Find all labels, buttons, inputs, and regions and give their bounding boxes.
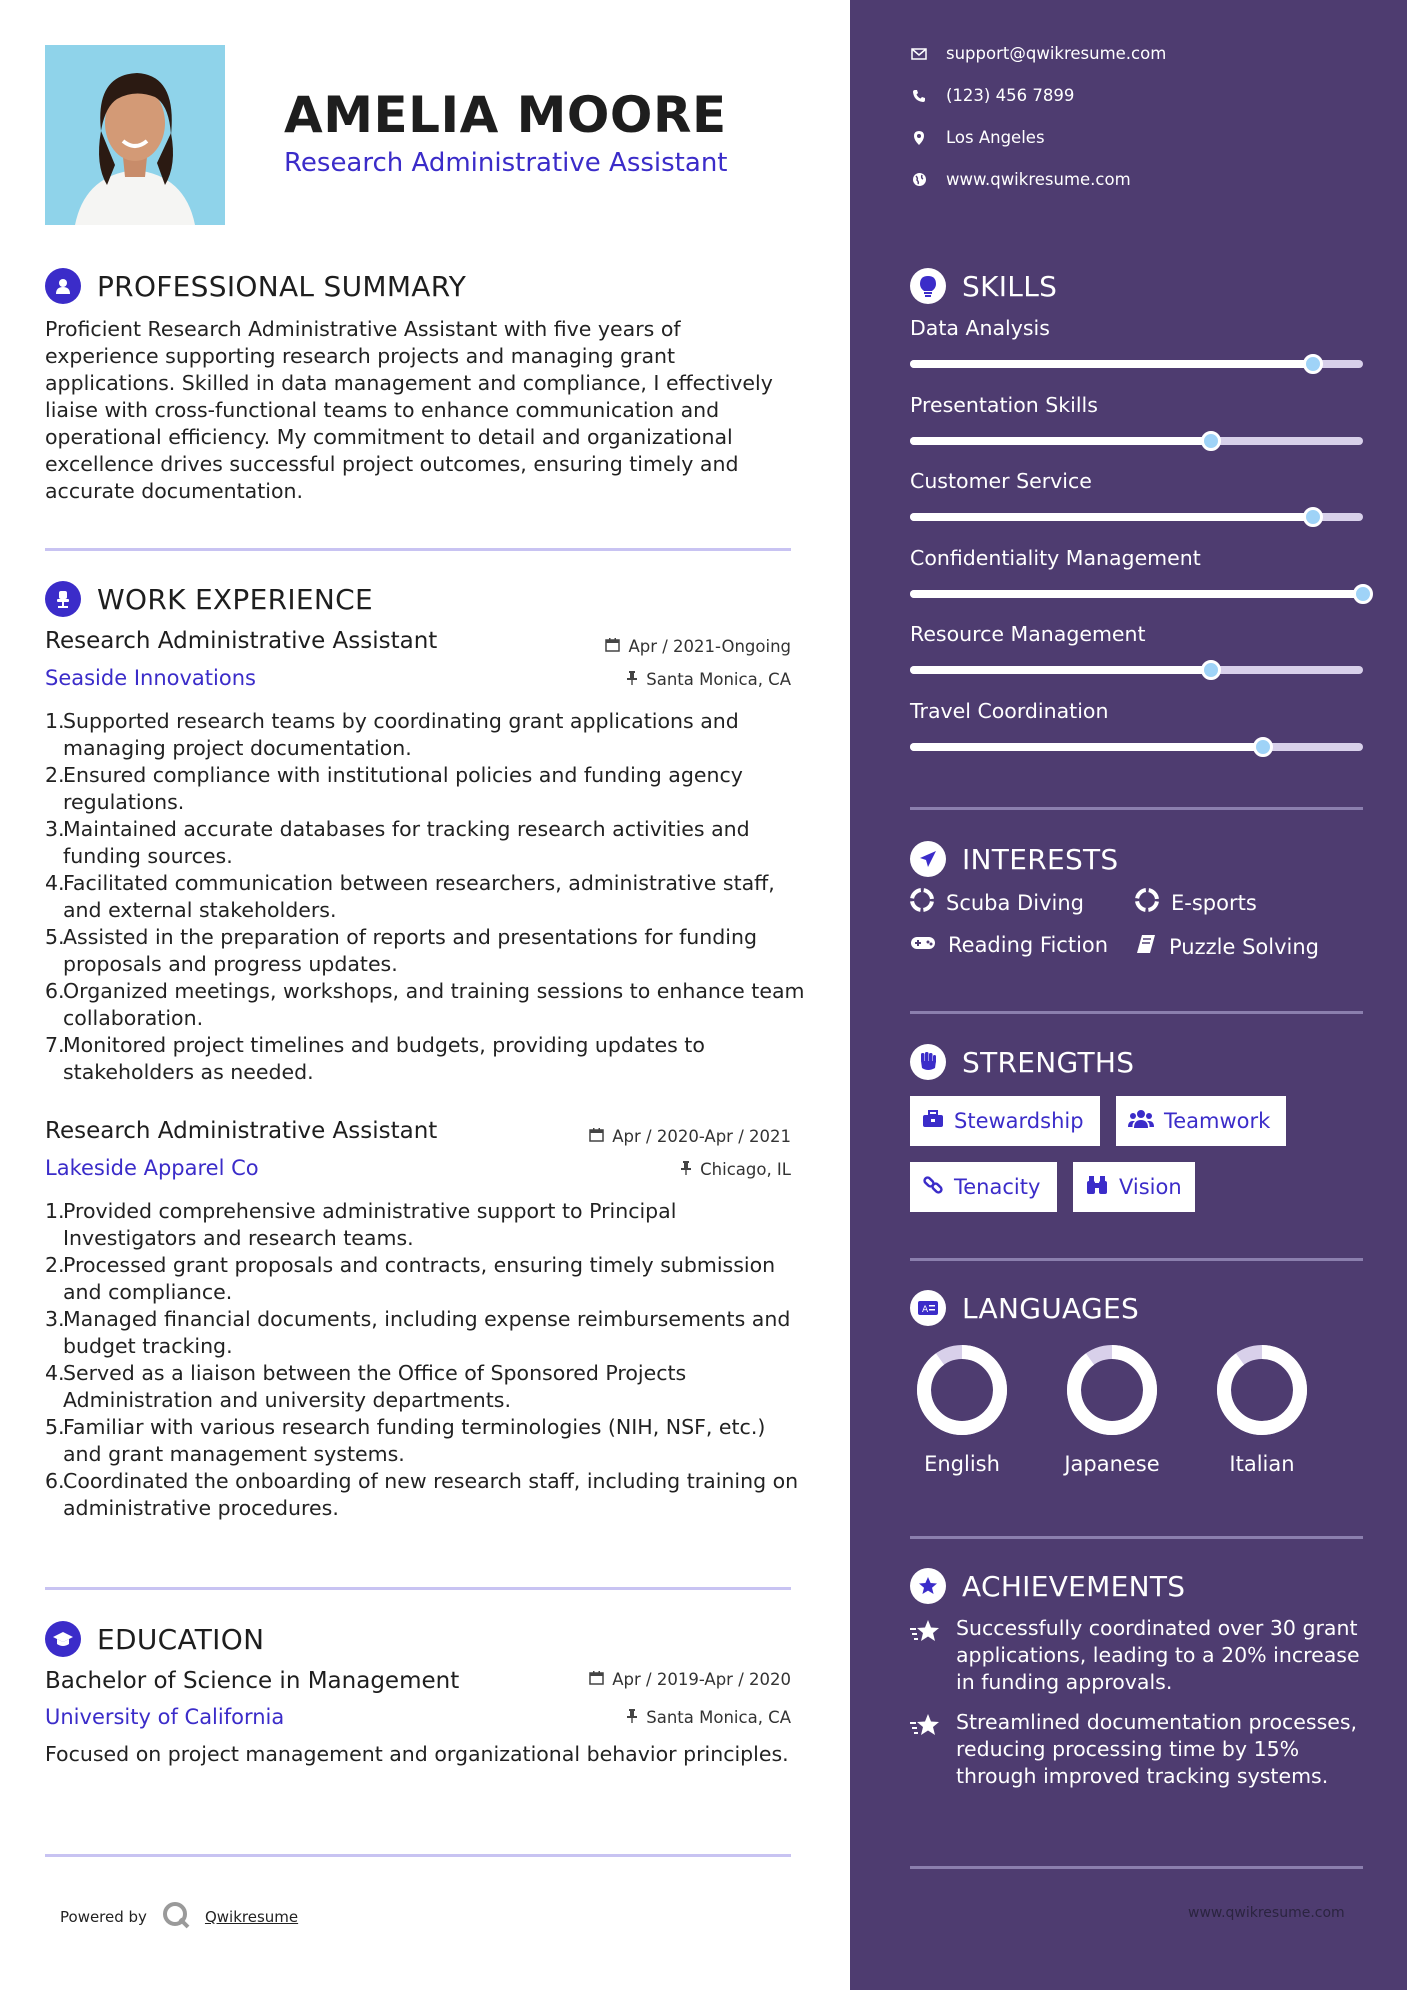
list-item: 2. Processed grant proposals and contracts, ensuring timely submission and compliance. (45, 1253, 776, 1304)
skill-level-knob (1353, 584, 1373, 604)
star-icon (910, 1709, 942, 1790)
summary-heading (45, 268, 466, 304)
profile-photo (45, 45, 225, 225)
skill-bar-fill (910, 666, 1211, 674)
fist-icon (910, 1044, 946, 1080)
language-item (1052, 1342, 1172, 1476)
interest-label: E-sports (1171, 890, 1257, 915)
skill-bar-fill (910, 590, 1363, 598)
job-2-date (589, 1127, 791, 1146)
location-text: Los Angeles (946, 128, 1045, 147)
interest-label: Reading Fiction (948, 933, 1109, 957)
pin-icon (626, 670, 638, 689)
job-2-date-text: Apr / 2020-Apr / 2021 (612, 1127, 791, 1146)
education-divider (45, 1854, 791, 1857)
degree-title: Bachelor of Science in Management (45, 1668, 460, 1694)
language-ring-fill (1224, 1352, 1300, 1428)
website-text: www.qwikresume.com (946, 170, 1131, 189)
education-description: Focused on project management and organizational behavior principles. (45, 1742, 789, 1766)
job-1-date (605, 637, 791, 656)
language-name: English (924, 1452, 1000, 1476)
interest-reading-fiction (910, 933, 1108, 957)
link-icon (922, 1174, 944, 1201)
skill-bar-fill (910, 360, 1313, 368)
summary-title: PROFESSIONAL SUMMARY (97, 269, 467, 303)
briefcase-icon (922, 1109, 944, 1134)
education-location-text: Santa Monica, CA (646, 1708, 791, 1727)
language-ring-fill (924, 1352, 1000, 1428)
job-2-location-text: Chicago, IL (700, 1160, 791, 1179)
summary-divider (45, 548, 791, 551)
phone-text: (123) 456 7899 (946, 86, 1075, 105)
strength-label: Vision (1119, 1175, 1182, 1199)
phone-icon (910, 87, 928, 105)
lightbulb-icon (910, 268, 946, 304)
skills-title: SKILLS (962, 269, 1058, 303)
email-text: support@qwikresume.com (946, 44, 1167, 63)
work-title: WORK EXPERIENCE (97, 582, 373, 616)
skill-bar-fill (910, 513, 1313, 521)
job-1-location-text: Santa Monica, CA (646, 670, 791, 689)
contact-phone[interactable] (910, 86, 1074, 105)
interest-e-sports (1135, 888, 1257, 917)
brand-link[interactable]: Qwikresume (204, 1908, 299, 1926)
skill-bar-fill (910, 437, 1211, 445)
book-icon (1135, 933, 1157, 960)
interests-title: INTERESTS (962, 842, 1119, 876)
language-item (902, 1342, 1022, 1476)
achievements-divider (910, 1866, 1363, 1869)
list-item: 4. Facilitated communication between researchers, administrative staff, and external stakeholders. (45, 871, 775, 922)
language-level-ring (914, 1342, 1010, 1438)
job-1-company: Seaside Innovations (45, 666, 256, 690)
education-heading (45, 1621, 264, 1657)
list-item: 4. Served as a liaison between the Office of Sponsored Projects Administration and university departments. (45, 1361, 687, 1412)
education-date-text: Apr / 2019-Apr / 2020 (612, 1670, 791, 1689)
office-chair-icon (45, 581, 81, 617)
lifebuoy-icon (1135, 888, 1159, 917)
contact-email[interactable] (910, 44, 1166, 63)
user-icon (45, 268, 81, 304)
skill-name: Confidentiality Management (910, 545, 1201, 570)
job-2-company: Lakeside Apparel Co (45, 1156, 259, 1180)
envelope-icon (910, 45, 928, 63)
gamepad-icon (910, 933, 936, 957)
skills-heading (910, 268, 1057, 304)
interest-label: Puzzle Solving (1169, 934, 1319, 959)
strength-teamwork (1116, 1096, 1286, 1146)
list-item: 1. Provided comprehensive administrative support to Principal Investigators and research teams. (45, 1199, 677, 1250)
interest-scuba-diving (910, 888, 1084, 917)
calendar-icon (589, 1670, 604, 1689)
list-item: 3. Managed financial documents, including expense reimbursements and budget tracking. (45, 1307, 791, 1358)
skill-bar-fill (910, 743, 1263, 751)
strengths-divider (910, 1258, 1363, 1261)
candidate-title: Research Administrative Assistant (284, 148, 728, 178)
language-level-ring (1064, 1342, 1160, 1438)
powered-by (60, 1900, 298, 1934)
achievement-item-1 (910, 1615, 1363, 1696)
education-location (626, 1708, 791, 1727)
skill-name: Data Analysis (910, 316, 1050, 340)
strengths-heading (910, 1044, 1134, 1080)
list-item: 1. Supported research teams by coordinating grant applications and managing project documentation. (45, 709, 739, 760)
footer-site[interactable]: www.qwikresume.com (1188, 1905, 1345, 1921)
language-ring-fill (1074, 1352, 1150, 1428)
globe-icon (910, 171, 928, 189)
qwikresume-logo-icon (161, 1900, 191, 1934)
powered-by-label: Powered by (60, 1908, 147, 1926)
list-item: 6. Coordinated the onboarding of new research staff, including training on administrative procedures. (45, 1469, 799, 1520)
skill-bar (910, 743, 1363, 751)
map-pin-icon (910, 129, 928, 147)
list-item: 6. Organized meetings, workshops, and training sessions to enhance team collaboration. (45, 979, 805, 1030)
svg-text:A: A (922, 1305, 929, 1315)
strengths-title: STRENGTHS (962, 1045, 1135, 1079)
skill-name: Travel Coordination (910, 698, 1109, 723)
language-item (1202, 1342, 1322, 1476)
strength-tenacity (910, 1162, 1057, 1212)
strength-stewardship (910, 1096, 1100, 1146)
job-2-title: Research Administrative Assistant (45, 1118, 438, 1144)
skill-name: Customer Service (910, 469, 1092, 493)
list-item: 7. Monitored project timelines and budgets, providing updates to stakeholders as needed. (45, 1033, 705, 1084)
pin-icon (680, 1160, 692, 1179)
list-item: 5. Familiar with various research funding terminologies (NIH, NSF, etc.) and grant management systems. (45, 1415, 766, 1466)
star-icon (910, 1615, 942, 1696)
job-2-duties (45, 1198, 805, 1522)
work-heading (45, 581, 373, 617)
achievements-title: ACHIEVEMENTS (962, 1569, 1186, 1603)
skill-name: Resource Management (910, 622, 1146, 646)
skill-name: Presentation Skills (910, 392, 1098, 417)
candidate-name: AMELIA MOORE (284, 86, 727, 144)
strength-label: Teamwork (1164, 1109, 1271, 1133)
skill-bar (910, 590, 1363, 598)
skill-bar (910, 513, 1363, 521)
interests-divider (910, 1011, 1363, 1014)
job-1-duties (45, 708, 805, 1086)
language-level-ring (1214, 1342, 1310, 1438)
strength-vision (1073, 1162, 1195, 1212)
skill-bar (910, 437, 1363, 445)
graduation-cap-icon (45, 1621, 81, 1657)
users-icon (1128, 1109, 1154, 1134)
school-name: University of California (45, 1705, 285, 1729)
achievement-text: Successfully coordinated over 30 grant applications, leading to a 20% increase in funding approvals. (956, 1616, 1360, 1694)
list-item: 3. Maintained accurate databases for tracking research activities and funding sources. (45, 817, 750, 868)
languages-heading (910, 1290, 1139, 1326)
contact-location (910, 128, 1045, 147)
interest-puzzle-solving (1135, 933, 1319, 960)
languages-divider (910, 1536, 1363, 1539)
list-item: 2. Ensured compliance with institutional policies and funding agency regulations. (45, 763, 743, 814)
star-badge-icon (910, 1568, 946, 1604)
education-title: EDUCATION (97, 1622, 265, 1656)
interests-heading (910, 841, 1119, 877)
job-1-title: Research Administrative Assistant (45, 628, 438, 654)
lifebuoy-icon (910, 888, 934, 917)
interest-label: Scuba Diving (946, 890, 1084, 915)
achievement-text: Streamlined documentation processes, reducing processing time by 15% through improved tracking systems. (956, 1710, 1358, 1788)
work-divider (45, 1587, 791, 1590)
contact-website[interactable] (910, 170, 1131, 189)
summary-text: Proficient Research Administrative Assistant with five years of experience supporting research projects and managing grant applications. Skilled in data management and compliance, I effectively liaise with cross-functional teams to enhance communication and operational efficiency. My commitment to detail and organizational excellence drives successful project outcomes, ensuring timely and accurate documentation. (45, 317, 773, 503)
skill-bar (910, 666, 1363, 674)
job-1-location (626, 670, 791, 689)
language-name: Japanese (1064, 1452, 1160, 1476)
calendar-icon (605, 637, 620, 656)
skills-divider (910, 807, 1363, 810)
pin-icon (626, 1708, 638, 1727)
language-name: Italian (1229, 1452, 1295, 1476)
skill-level-knob (1201, 431, 1221, 451)
job-2-location (680, 1160, 791, 1179)
languages-title: LANGUAGES (962, 1291, 1140, 1325)
list-item: 5. Assisted in the preparation of reports and presentations for funding proposals and progress updates. (45, 925, 757, 976)
achievement-item-2 (910, 1709, 1363, 1790)
strength-label: Tenacity (954, 1175, 1041, 1199)
skill-bar (910, 360, 1363, 368)
job-1-date-text: Apr / 2021-Ongoing (628, 637, 791, 656)
strength-label: Stewardship (954, 1109, 1084, 1133)
calendar-icon (589, 1127, 604, 1146)
paper-plane-icon (910, 841, 946, 877)
language-icon (910, 1290, 946, 1326)
skill-level-knob (1253, 737, 1273, 757)
achievements-heading (910, 1568, 1185, 1604)
education-date (589, 1670, 791, 1689)
binoculars-icon (1085, 1175, 1109, 1200)
